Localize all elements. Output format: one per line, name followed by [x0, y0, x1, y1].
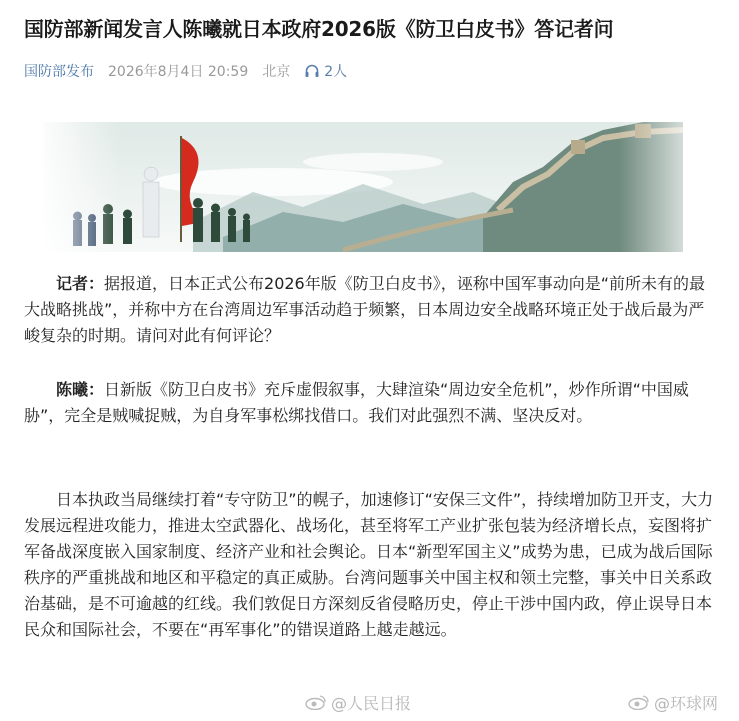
question-text: 据报道，日本正式公布2026年版《防卫白皮书》，诬称中国军事动向是“前所未有的最大战略挑战”，并称中方在台湾周边军事活动趋于频繁，日本周边安全战略环境正处于战后最为严峻复杂的时期。请问对此有何评论？: [24, 274, 706, 345]
source-link[interactable]: 国防部发布: [24, 64, 94, 80]
paragraph-statement: 日本执政当局继续打着“专守防卫”的幌子，加速修订“安保三文件”，持续增加防卫开支，大力发展远程进攻能力，推进太空武器化、战场化，甚至将军工产业扩张包装为经济增长点，妄图将扩军备战深度嵌入国家制度、经济产业和社会舆论。日本“新型军国主义”成势为患，已成为战后国际秩序的严重挑战和地区和平稳定的真正威胁。台湾问题事关中国主权和领土完整，事关中日关系政治基础，是不可逾越的红线。我们敦促日方深刻反省侵略历史，停止干涉中国内政，停止误导日本民众和国际社会，不要在“再军事化”的错误道路上越走越远。: [24, 490, 714, 639]
paragraph-answer: [24, 377, 716, 429]
speaker-spokesperson: 陈曦：: [56, 380, 105, 399]
article-title: 国防部新闻发言人陈曦就日本政府2026版《防卫白皮书》答记者问: [24, 17, 614, 41]
paragraph-question: [24, 271, 716, 349]
article-meta: [24, 60, 347, 82]
listeners-count-text: 2人: [324, 64, 348, 80]
weibo-logo-icon: [305, 694, 327, 710]
answer-text: 日新版《防卫白皮书》充斥虚假叙事，大肆渲染“周边安全危机”，炒作所谓“中国威胁”，完全是贼喊捉贼，为自身军事松绑找借口。我们对此强烈不满、坚决反对。: [24, 380, 689, 425]
publish-location: 北京: [262, 64, 291, 80]
speaker-reporter: 记者：: [56, 274, 105, 293]
listeners-count[interactable]: [304, 61, 347, 81]
weibo-logo-icon: [628, 694, 650, 710]
watermark-peoples-daily: [305, 690, 411, 714]
watermark-huanqiu: [628, 690, 718, 714]
watermark-peoples-daily-text: @人民日报: [331, 693, 412, 713]
publish-time: 2026年8月4日 20:59: [108, 64, 249, 80]
watermark-huanqiu-text: @环球网: [654, 693, 719, 713]
headphones-icon: [304, 63, 320, 79]
article-banner-image: [43, 122, 683, 252]
